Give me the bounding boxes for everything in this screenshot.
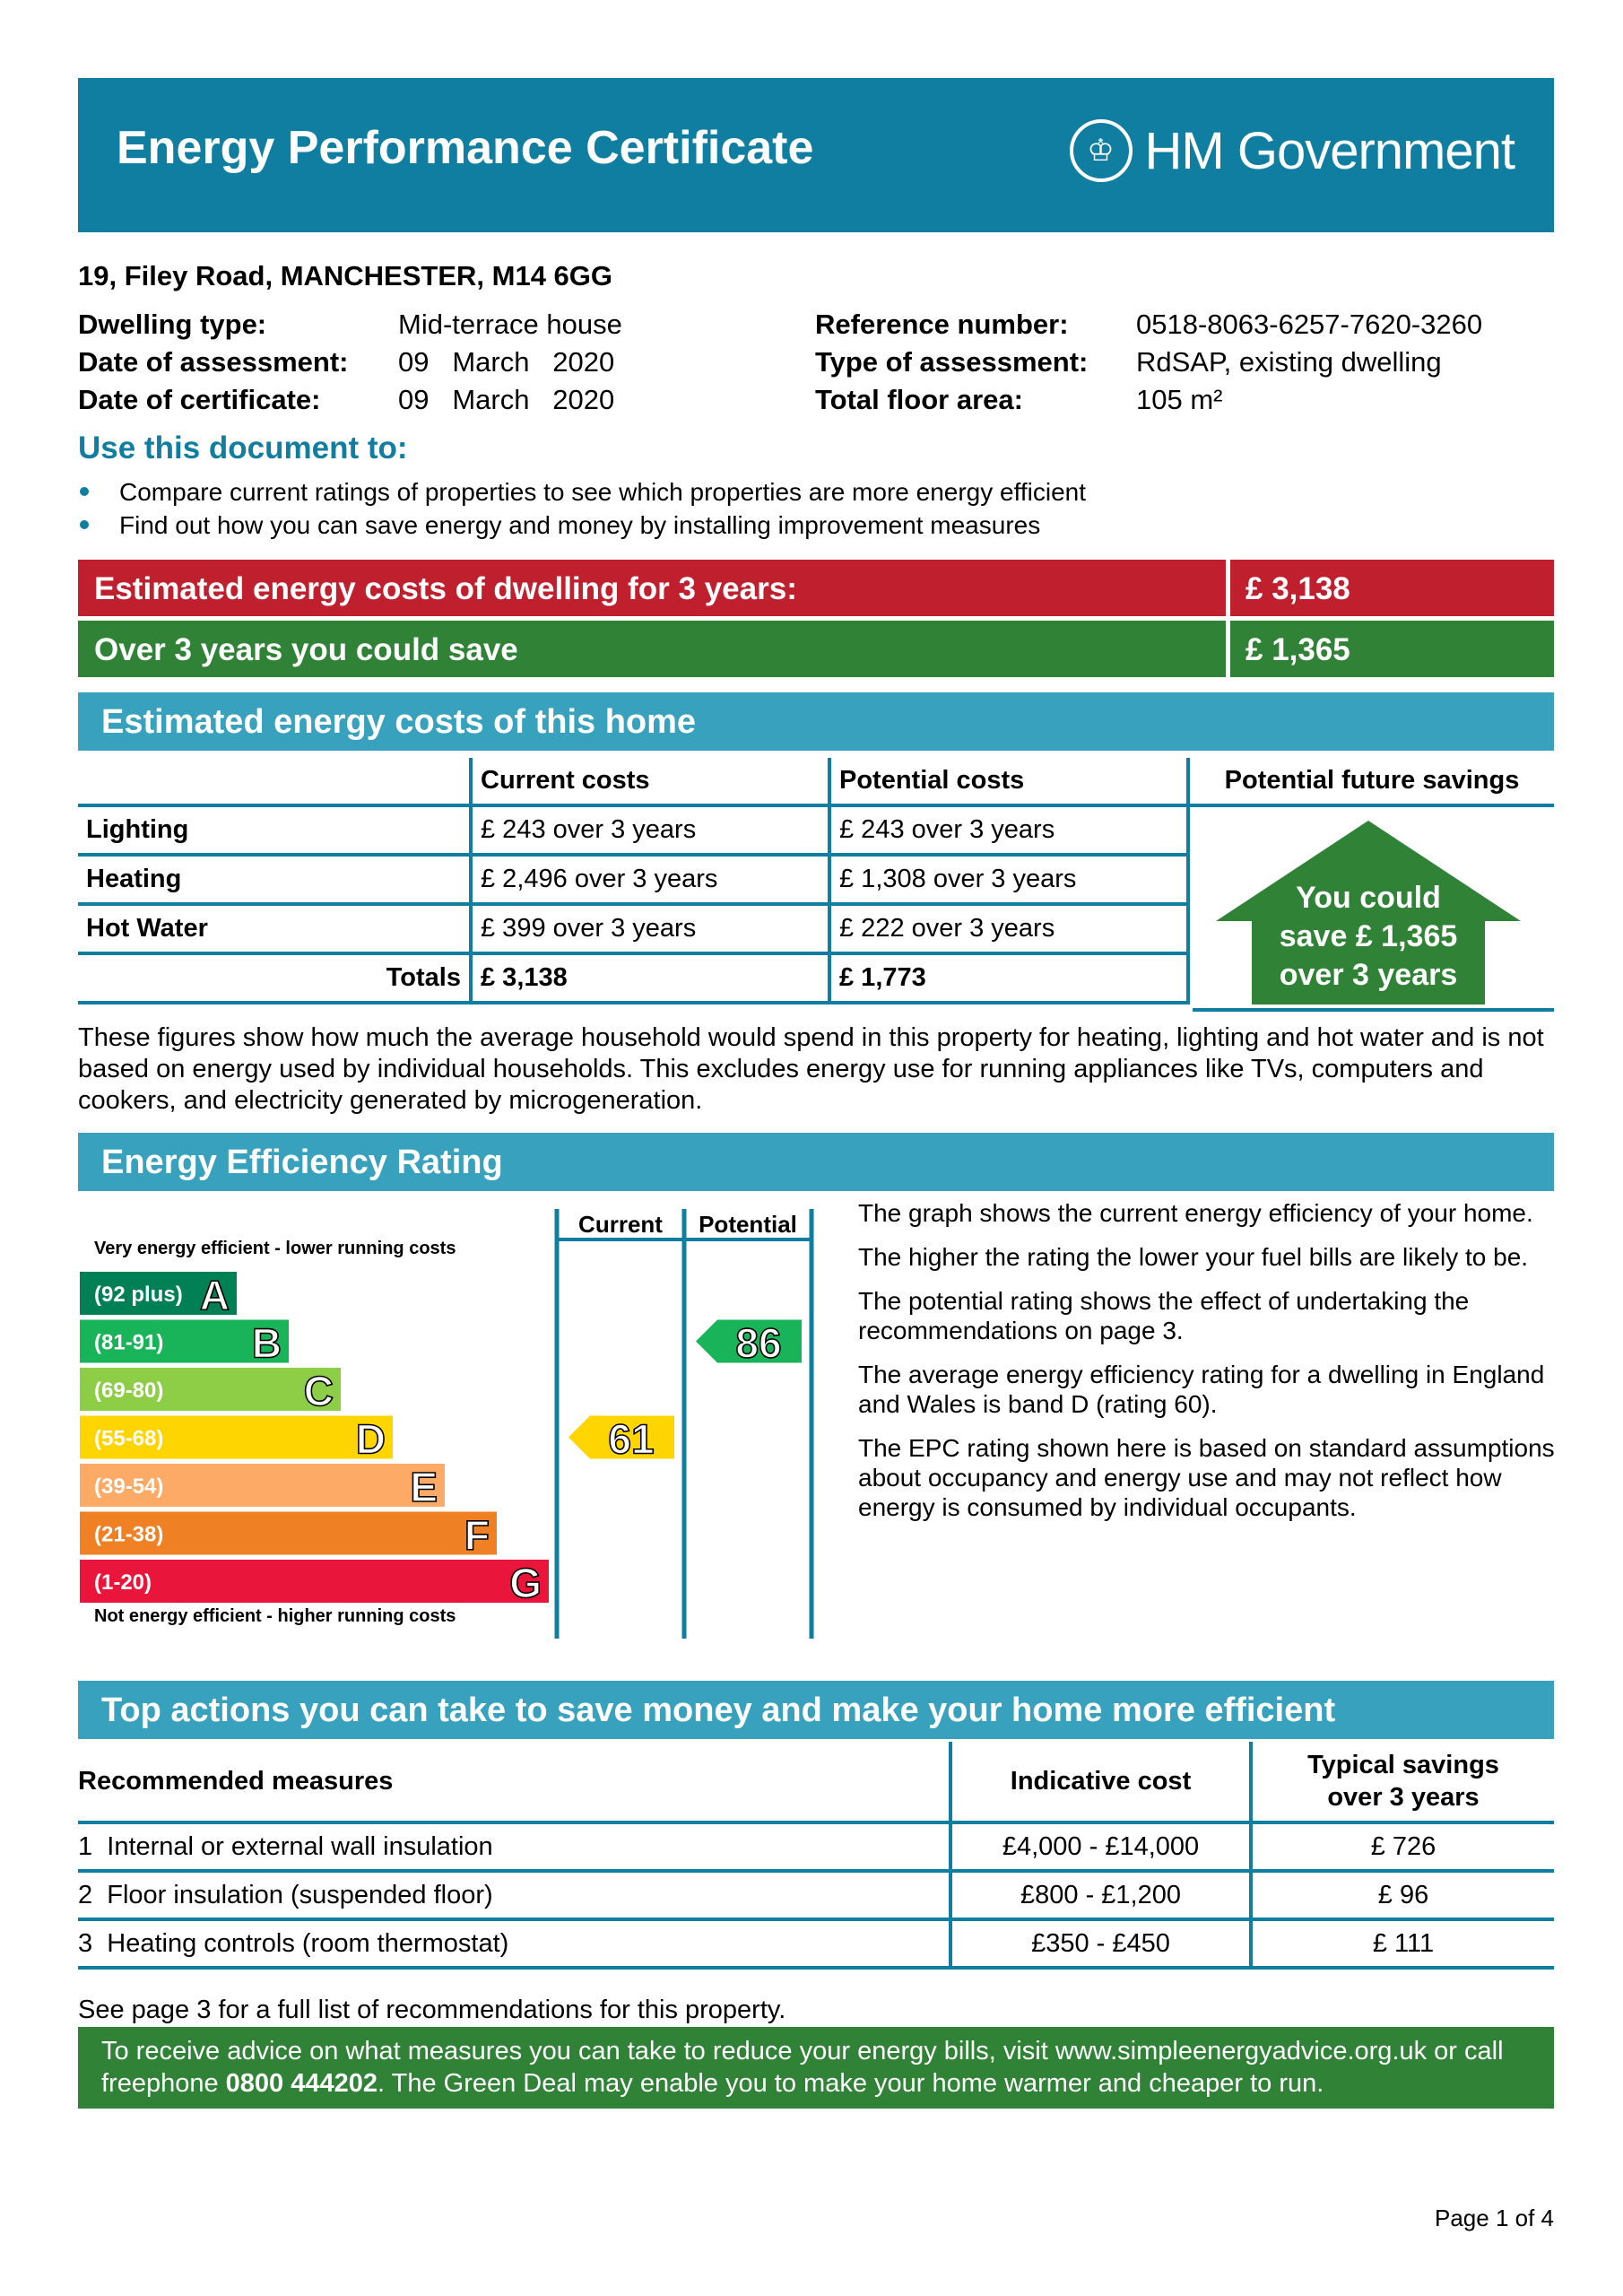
explanation-paragraph: The average energy efficiency rating for a dwelling in England and Wales is band D (rating 60). (858, 1361, 1545, 1418)
measure-number: 3 (78, 1928, 93, 1958)
column-header-line: over 3 years (1327, 1783, 1480, 1812)
measure-name: Heating controls (room thermostat) (107, 1928, 509, 1958)
certificate-header (78, 78, 1554, 232)
advice-banner (78, 2027, 1554, 2109)
use-document-heading: Use this document to: (78, 430, 408, 465)
table-row (78, 1871, 1554, 1919)
potential-cost: £ 1,308 over 3 years (829, 855, 1188, 904)
current-rating-value: 61 (608, 1415, 655, 1463)
row-name: Hot Water (78, 904, 471, 953)
explanation-paragraph: The EPC rating shown here is based on standard assumptions about occupancy and energy use and may not reflect how energy is consumed by individual occupants. (858, 1434, 1555, 1521)
estimated-cost-bar (78, 560, 1554, 616)
field-label: Date of assessment: (78, 346, 349, 378)
rating-band-letter: E (410, 1464, 438, 1510)
total-potential: £ 1,773 (829, 953, 1188, 1003)
measure-cell (78, 1919, 950, 1968)
measure-cell (78, 1871, 950, 1919)
section-title: Energy Efficiency Rating (101, 1144, 503, 1181)
column-header: Potential future savings (1188, 758, 1554, 805)
row-name: Heating (78, 855, 471, 904)
field-label: Type of assessment: (815, 346, 1089, 378)
table-row (78, 1919, 1554, 1968)
table-header-row (78, 1742, 1554, 1822)
field-label: Dwelling type: (78, 309, 267, 340)
rating-band-letter: A (199, 1272, 230, 1318)
typical-saving: £ 96 (1251, 1871, 1554, 1919)
field-label: Date of certificate: (78, 384, 321, 415)
certificate-title: Energy Performance Certificate (117, 122, 814, 174)
rating-band-range: (1-20) (94, 1570, 152, 1595)
table-row (78, 1822, 1554, 1871)
column-header (1251, 1742, 1554, 1822)
section-title: Top actions you can take to save money and make your home more efficient (101, 1692, 1336, 1729)
field-value: 09 March 2020 (398, 384, 615, 415)
advice-text (101, 2035, 1545, 2100)
rating-band-letter: B (251, 1319, 282, 1367)
field-value: 09 March 2020 (398, 346, 615, 378)
column-header: Potential costs (829, 758, 1188, 805)
column-current: Current (578, 1211, 663, 1238)
explanation-paragraph: The graph shows the current energy efficiency of your home. (858, 1199, 1533, 1227)
advice-text-part: To receive advice on what measures you can take to reduce your energy bills, visit www.simpleenergyadvice.org.uk or call freephone (101, 2037, 1504, 2098)
total-current: £ 3,138 (471, 953, 829, 1003)
explanation-paragraph: The potential rating shows the effect of undertaking the recommendations on page 3. (858, 1287, 1470, 1344)
column-header: Current costs (471, 758, 829, 805)
current-cost: £ 243 over 3 years (471, 805, 829, 855)
chart-bottom-label: Not energy efficient - higher running costs (94, 1606, 456, 1626)
could-save-bar (78, 621, 1554, 677)
savings-line: over 3 years (1279, 958, 1458, 992)
potential-cost: £ 222 over 3 years (829, 904, 1188, 953)
rating-band-letter: D (355, 1415, 386, 1463)
current-cost: £ 2,496 over 3 years (471, 855, 829, 904)
royal-crest-icon: ♔ (1070, 119, 1133, 182)
potential-cost: £ 243 over 3 years (829, 805, 1188, 855)
property-address: 19, Filey Road, MANCHESTER, M14 6GG (78, 260, 613, 291)
table-header-row (78, 758, 1554, 805)
potential-rating-value: 86 (735, 1319, 782, 1367)
measure-number: 1 (78, 1831, 93, 1861)
rating-band-range: (39-54) (94, 1474, 164, 1499)
list-item: Find out how you can save energy and money by installing improvement measures (78, 509, 1086, 542)
rating-band-range: (55-68) (94, 1426, 164, 1451)
current-cost: £ 399 over 3 years (471, 904, 829, 953)
field-value: 105 m² (1136, 384, 1223, 415)
list-item: Compare current ratings of properties to see which properties are more energy efficient (78, 475, 1086, 509)
hm-government-wordmark: HM Government (1144, 121, 1515, 180)
use-document-list (78, 475, 1086, 542)
rating-band-letter: G (509, 1560, 542, 1606)
advice-text-part: . The Green Deal may enable you to make your home warmer and cheaper to run. (378, 2069, 1324, 2098)
section-title: Estimated energy costs of this home (101, 703, 697, 741)
could-save-value: £ 1,365 (1245, 632, 1350, 667)
chart-top-label: Very energy efficient - lower running costs (94, 1239, 456, 1258)
indicative-cost: £800 - £1,200 (950, 1871, 1251, 1919)
rating-band-range: (69-80) (94, 1378, 164, 1403)
rating-band-range: (81-91) (94, 1330, 164, 1355)
explanation-paragraph: The higher the rating the lower your fuel bills are likely to be. (858, 1243, 1529, 1271)
savings-line: You could (1296, 881, 1441, 915)
actions-table (78, 1742, 1554, 1970)
field-label: Reference number: (815, 309, 1069, 340)
hm-government-logo (1070, 119, 1515, 182)
page-number: Page 1 of 4 (1435, 2205, 1554, 2231)
field-value: RdSAP, existing dwelling (1136, 346, 1442, 378)
savings-arrow-text (1234, 879, 1503, 995)
see-page-note: See page 3 for a full list of recommendations for this property. (78, 1996, 786, 2024)
costs-section-heading (78, 692, 1554, 751)
rating-band-range: (92 plus) (94, 1283, 183, 1307)
actions-section-heading (78, 1681, 1554, 1739)
energy-rating-chart (78, 1193, 822, 1641)
rating-band-letter: C (303, 1368, 334, 1414)
field-value: 0518-8063-6257-7620-3260 (1136, 309, 1483, 340)
rating-section-heading (78, 1133, 1554, 1191)
column-header: Indicative cost (950, 1742, 1251, 1822)
totals-label: Totals (78, 953, 471, 1003)
column-header: Recommended measures (78, 1742, 950, 1822)
rating-band-letter: F (464, 1511, 490, 1559)
row-name: Lighting (78, 805, 471, 855)
indicative-cost: £350 - £450 (950, 1919, 1251, 1968)
estimated-cost-value: £ 3,138 (1245, 571, 1350, 606)
indicative-cost: £4,000 - £14,000 (950, 1822, 1251, 1871)
rating-band-range: (21-38) (94, 1522, 164, 1547)
measure-name: Internal or external wall insulation (107, 1831, 493, 1861)
typical-saving: £ 726 (1251, 1822, 1554, 1871)
rating-explanations (858, 1198, 1558, 1522)
column-potential: Potential (699, 1211, 797, 1238)
field-label: Total floor area: (815, 384, 1023, 415)
costs-note: These figures show how much the average household would spend in this property for heating, lighting and hot water and is not based on energy used by individual households. This excludes energy use for running appliances like TVs, computers and cookers, and electricity generated by microgeneration. (78, 1023, 1544, 1115)
estimated-cost-label: Estimated energy costs of dwelling for 3 years: (94, 571, 797, 606)
field-value: Mid-terrace house (398, 309, 622, 340)
measure-name: Floor insulation (suspended floor) (107, 1880, 493, 1909)
column-header-line: Typical savings (1307, 1751, 1499, 1779)
measure-cell (78, 1822, 950, 1871)
measure-number: 2 (78, 1880, 93, 1909)
savings-line: save £ 1,365 (1279, 919, 1458, 953)
typical-saving: £ 111 (1251, 1919, 1554, 1968)
could-save-label: Over 3 years you could save (94, 632, 518, 667)
freephone-number: 0800 444202 (225, 2069, 378, 2098)
